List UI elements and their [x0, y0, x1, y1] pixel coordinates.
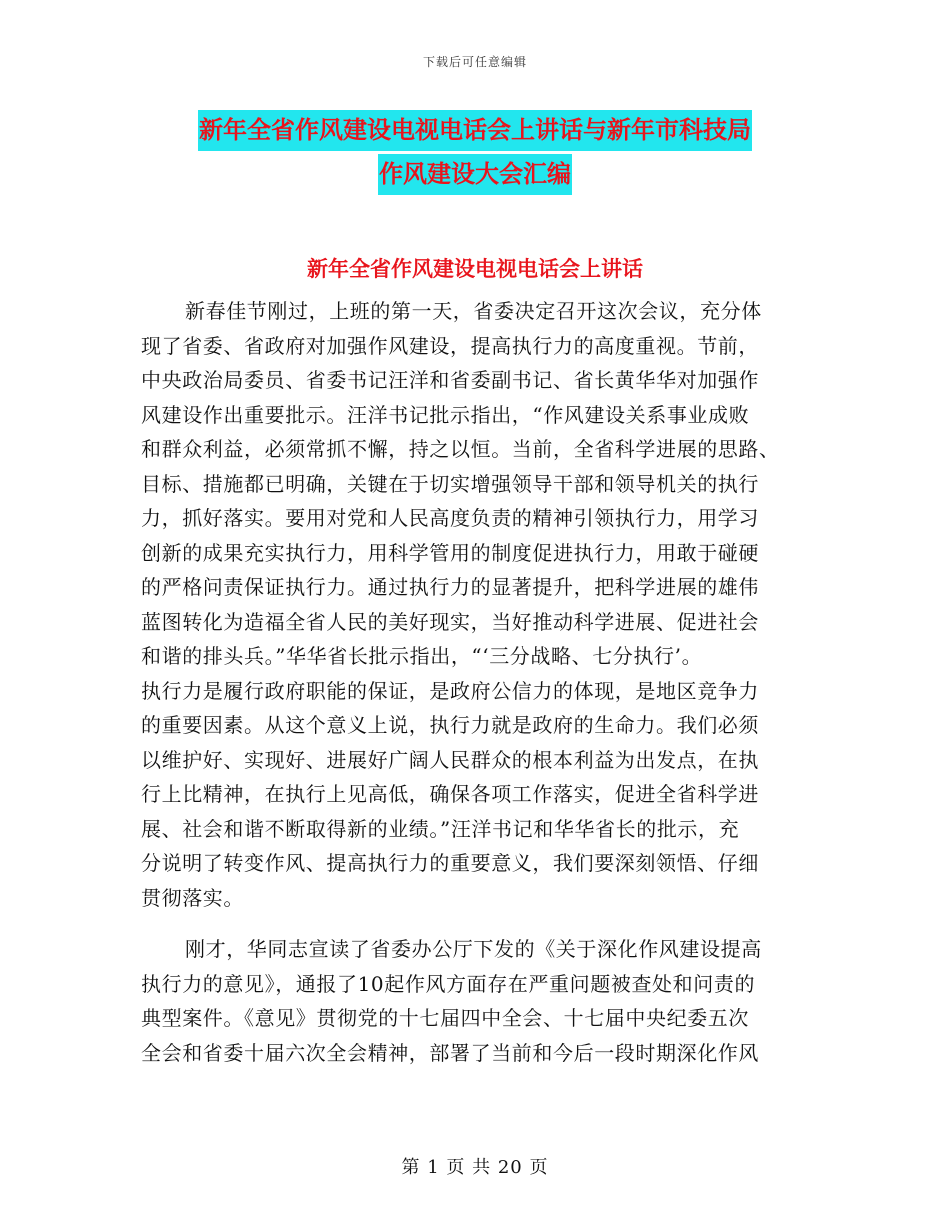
page-footer: 第 1 页 共 20 页 [401, 1157, 549, 1178]
paragraph-line: 展、社会和谐不断取得新的业绩。”汪洋书记和华华省长的批示，充 [141, 816, 740, 841]
paragraph-gap [141, 915, 811, 932]
paragraph-line: 的严格问责保证执行力。通过执行力的显著提升，把科学进展的雄伟 [141, 575, 759, 599]
paragraph-line: 中央政治局委员、省委书记汪洋和省委副书记、省长黄华华对加强作 [141, 368, 759, 392]
header-note: 下载后可任意编辑 [422, 55, 527, 69]
paragraph-line: 全会和省委十届六次全会精神，部署了当前和今后一段时期深化作风 [141, 1040, 759, 1065]
body-text [141, 294, 811, 1070]
paragraph-2 [141, 932, 811, 1070]
paragraph-line: 分说明了转变作风、提高执行力的重要意义，我们要深刻领悟、仔细 [141, 851, 759, 875]
paragraph-1 [141, 294, 811, 915]
paragraph-line: 刚才，华同志宣读了省委办公厅下发的《关于深化作风建设提高 [185, 937, 762, 961]
section-subtitle: 新年全省作风建设电视电话会上讲话 [307, 257, 643, 281]
paragraph-line: 贯彻落实。 [141, 885, 244, 910]
paragraph-line: 行上比精神，在执行上见高低，确保各项工作落实，促进全省科学进 [141, 782, 759, 806]
paragraph-line: 和谐的排头兵。”华华省长批示指出，“‘三分战略、七分执行’。 [141, 644, 703, 668]
main-title-line-2 [140, 162, 810, 186]
paragraph-line: 蓝图转化为造福全省人民的美好现实，当好推动科学进展、促进社会 [141, 609, 759, 634]
main-title-text-2: 作风建设大会汇编 [378, 154, 572, 195]
paragraph-line: 和群众利益，必须常抓不懈，持之以恒。当前，全省科学进展的思路、 [141, 437, 780, 461]
paragraph-line: 的重要因素。从这个意义上说，执行力就是政府的生命力。我们必须 [141, 713, 759, 737]
paragraph-line: 创新的成果充实执行力，用科学管用的制度促进执行力，用敢于碰硬 [141, 540, 759, 565]
paragraph-line: 执行力是履行政府职能的保证，是政府公信力的体现，是地区竞争力 [141, 678, 759, 703]
paragraph-line: 典型案件。《意见》贯彻党的十七届四中全会、十七届中央纪委五次 [141, 1006, 749, 1030]
paragraph-line: 目标、措施都已明确，关键在于切实增强领导干部和领导机关的执行 [141, 471, 759, 496]
main-title-line-1 [140, 118, 810, 142]
paragraph-line: 以维护好、实现好、进展好广阔人民群众的根本利益为出发点，在执 [141, 747, 759, 772]
paragraph-line: 新春佳节刚过，上班的第一天，省委决定召开这次会议，充分体 [185, 299, 762, 323]
paragraph-line: 力，抓好落实。要用对党和人民高度负责的精神引领执行力，用学习 [141, 506, 759, 530]
paragraph-line: 现了省委、省政府对加强作风建设，提高执行力的高度重视。节前， [141, 333, 759, 358]
main-title-text-1: 新年全省作风建设电视电话会上讲话与新年市科技局 [198, 110, 752, 151]
paragraph-line: 执行力的意见》，通报了10起作风方面存在严重问题被查处和问责的 [141, 971, 756, 996]
paragraph-line: 风建设作出重要批示。汪洋书记批示指出，“作风建设关系事业成败 [141, 402, 750, 427]
